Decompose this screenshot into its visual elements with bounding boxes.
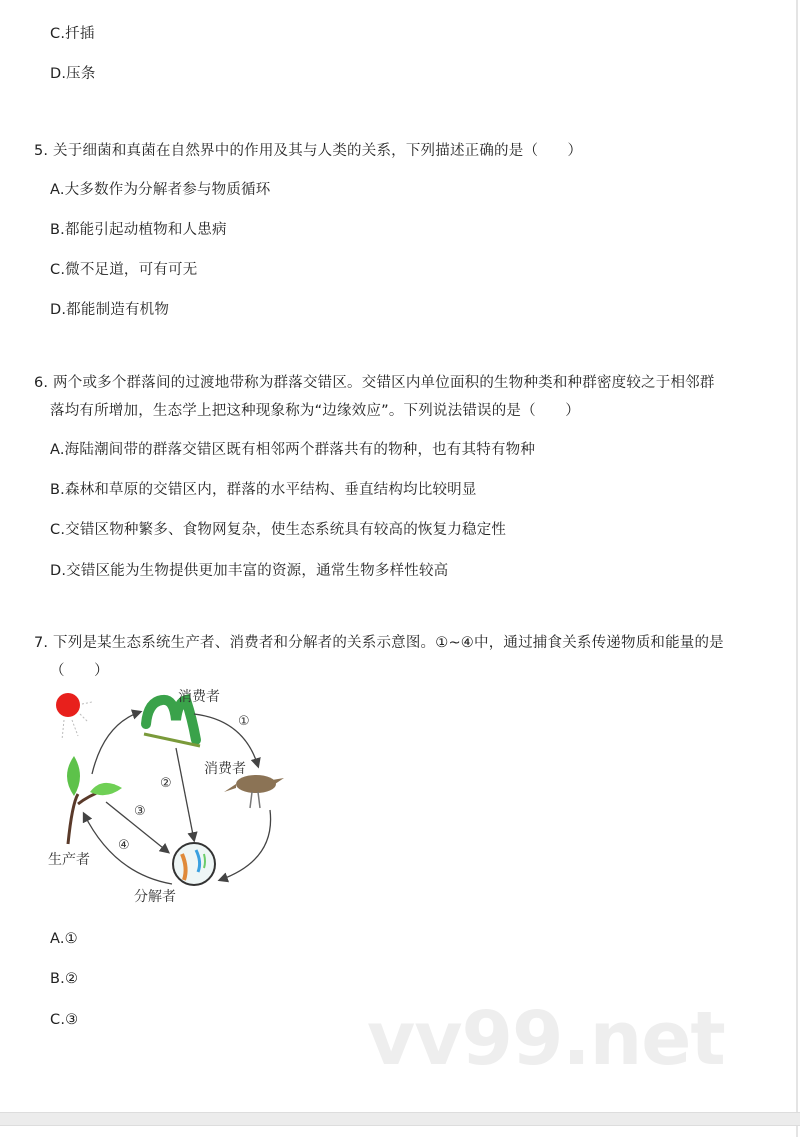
q6-stem-line1: 6. 两个或多个群落间的过渡地带称为群落交错区。交错区内单位面积的生物种类和种群密度较之于相邻群 [34, 375, 715, 391]
q7-option-b[interactable]: B.② [50, 971, 79, 987]
arrow-label-4: ④ [118, 838, 130, 853]
q5-option-d[interactable]: D.都能制造有机物 [50, 302, 170, 318]
decomposer-icon [173, 843, 215, 885]
watermark: vv99.net [367, 996, 725, 1082]
label-consumer-secondary: 消费者 [204, 761, 246, 777]
q6-option-b[interactable]: B.森林和草原的交错区内，群落的水平结构、垂直结构均比较明显 [50, 482, 477, 498]
arrow-label-2: ② [160, 776, 172, 791]
q5-option-a[interactable]: A.大多数作为分解者参与物质循环 [50, 182, 271, 198]
q6-option-c[interactable]: C.交错区物种繁多、食物网复杂，使生态系统具有较高的恢复力稳定性 [50, 522, 507, 538]
q5-option-b[interactable]: B.都能引起动植物和人患病 [50, 222, 227, 238]
label-producer: 生产者 [48, 852, 90, 868]
page-break [0, 1112, 800, 1126]
q6-option-d[interactable]: D.交错区能为生物提供更加丰富的资源，通常生物多样性较高 [50, 563, 449, 579]
bird-icon [224, 775, 284, 808]
q4-option-c[interactable]: C.扦插 [50, 26, 95, 42]
sun-icon [56, 693, 92, 740]
arrow-label-3: ③ [134, 804, 146, 819]
q5-stem: 5. 关于细菌和真菌在自然界中的作用及其与人类的关系，下列描述正确的是（ ） [34, 143, 583, 159]
label-decomposer: 分解者 [134, 889, 176, 905]
ecosystem-diagram [44, 684, 294, 914]
arrow-label-1: ① [238, 714, 250, 729]
ecosystem-diagram-graphic [44, 684, 294, 914]
q7-option-a[interactable]: A.① [50, 931, 78, 947]
label-consumer-primary: 消费者 [178, 689, 220, 705]
caterpillar-icon [144, 700, 200, 746]
next-page-top [0, 1126, 798, 1137]
q4-option-d[interactable]: D.压条 [50, 66, 96, 82]
q7-stem-line2: （ ） [50, 663, 109, 679]
q6-stem-line2: 落均有所增加，生态学上把这种现象称为“边缘效应”。下列说法错误的是（ ） [50, 403, 580, 419]
q6-option-a[interactable]: A.海陆潮间带的群落交错区既有相邻两个群落共有的物种，也有其特有物种 [50, 442, 536, 458]
q7-option-c[interactable]: C.③ [50, 1012, 79, 1028]
q5-option-c[interactable]: C.微不足道，可有可无 [50, 262, 198, 278]
plant-icon [67, 756, 122, 844]
q7-stem-line1: 7. 下列是某生态系统生产者、消费者和分解者的关系示意图。①~④中，通过捕食关系传递物质和能量的是 [34, 635, 724, 651]
